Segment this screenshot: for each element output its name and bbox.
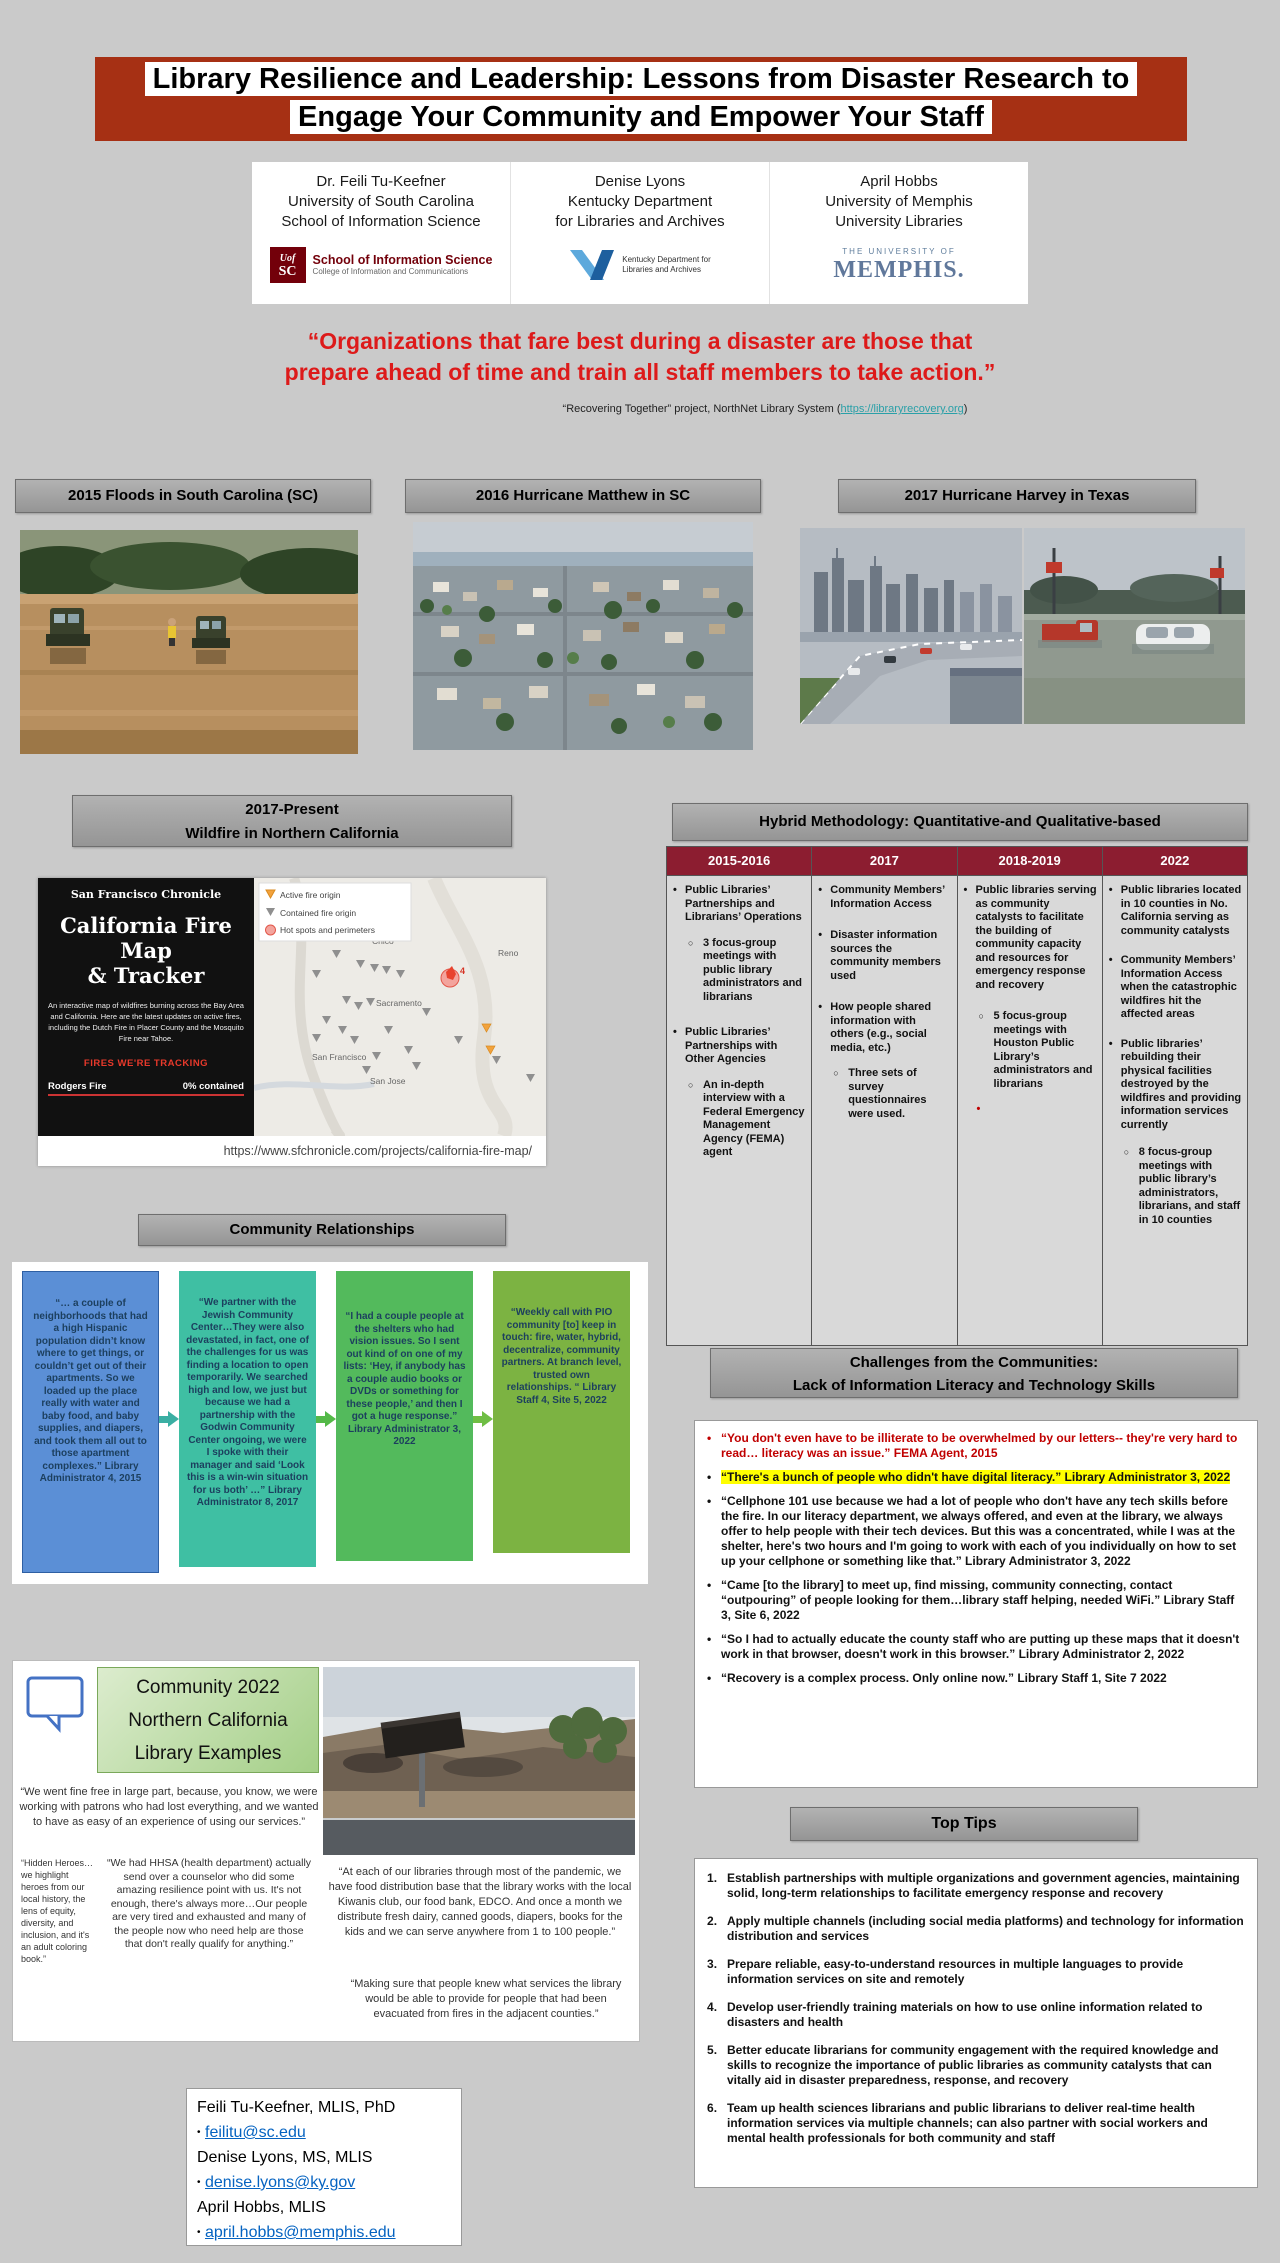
email-link-lyons[interactable]: denise.lyons@ky.gov	[205, 2174, 356, 2191]
harvey-flood-photo	[1024, 528, 1245, 724]
challenges-quotes-panel	[694, 1420, 1258, 1788]
harvey-flood-photo-image	[1024, 528, 1245, 724]
tip-item-2: Apply multiple channels (including social media platforms) and technology for information distribution and services	[727, 1914, 1244, 1943]
author-name: Denise Lyons	[594, 173, 686, 190]
stray-red-bullet	[963, 1103, 1097, 1115]
methodology-col-2018-2019	[957, 847, 1102, 1345]
contact-name-tu-keefner: Feili Tu-Keefner, MLIS, PhD	[197, 2099, 396, 2116]
community-2022-panel	[12, 1660, 640, 2042]
lead-quote-line2: prepare ahead of time and train all staff members to take action.”	[284, 359, 996, 385]
community-2022-title-line3: Library Examples	[134, 1743, 282, 1764]
header-community-relationships: Community Relationships	[138, 1214, 506, 1246]
methodology-col-header: 2022	[1103, 847, 1247, 876]
quote-evacuated-services: “Making sure that people knew what services the library would be able to provide for people that had been evacuated from fires in the adjacent counties.”	[350, 1978, 622, 2020]
header-methodology: Hybrid Methodology: Quantitative-and Qualitative-based	[672, 803, 1248, 841]
methodology-table	[666, 846, 1248, 1346]
flow-arrow-icon	[473, 1411, 493, 1427]
methodology-col-2022	[1102, 847, 1247, 1345]
kdla-logo-line1: Kentucky Department for	[622, 255, 711, 264]
kdla-logo-line2: Libraries and Archives	[622, 265, 701, 274]
kdla-chevron-icon	[569, 247, 615, 283]
fire-name: Rodgers Fire	[48, 1081, 107, 1092]
memphis-logo	[770, 242, 1028, 288]
fire-map-image	[254, 878, 546, 1136]
flow-arrow-icon	[159, 1411, 179, 1427]
methodology-col-body	[812, 876, 956, 1141]
fire-map-left-panel	[38, 878, 254, 1136]
fire-status-row[interactable]	[48, 1081, 244, 1096]
author-org: School of Information Science	[281, 213, 481, 230]
header-2017-harvey: 2017 Hurricane Harvey in Texas	[838, 479, 1196, 513]
lead-quote	[160, 326, 1120, 388]
poster-title-line1: Library Resilience and Leadership: Lessons from Disaster Research to	[145, 62, 1138, 96]
tip-item-6: Team up health sciences librarians and public librarians to deliver real-time health information services via multiple channels; can also partner with social workers and mental health professionals for both community and staff	[727, 2101, 1208, 2145]
fires-tracking-label: FIRES WE'RE TRACKING	[83, 1058, 209, 1069]
methodology-col-header: 2015-2016	[667, 847, 811, 876]
author-card-lyons	[510, 162, 769, 304]
email-link-hobbs[interactable]: april.hobbs@memphis.edu	[205, 2224, 396, 2241]
fire-map-title-line1: California Fire Map	[60, 913, 232, 963]
challenge-quote-cellphone: • “Cellphone 101 use because we had a lot of people who don't have any tech skills before the fire. In our literacy department, we always offered, and even at the library, we always offer to help people with their tech devices. But this was a concentrated, while I was at the shelter, here's two hours and I'm going to work with each of you individually on how to set up your cellphone or something like that.” Library Administrator 3, 2022	[705, 1494, 1245, 1569]
army-truck-1	[46, 608, 90, 664]
city-label-reno: Reno	[498, 948, 519, 958]
header-2015-floods: 2015 Floods in South Carolina (SC)	[15, 479, 371, 513]
usc-logo-uof: Uof	[279, 253, 296, 264]
header-wildfire-line1: 2017-Present	[245, 801, 339, 818]
lead-quote-line1: “Organizations that fare best during a disaster are those that	[307, 328, 973, 354]
worker-figure	[168, 618, 176, 646]
relationship-quote-2: “We partner with the Jewish Community Center…They were also devastated, in fact, one of the challenges for us was finding a location to open temporarily. We searched high and low, we just but because we had a partnership with the Godwin Community Center ongoing, we were I spoke with their manager and said ‘Look this is a win-win situation for us both’ …” Library Administrator 8, 2017	[179, 1271, 316, 1567]
methodology-col-2017	[811, 847, 956, 1345]
legend-contained-fire: Contained fire origin	[280, 908, 357, 918]
methodology-item: • How people shared information with others (e.g., social media, etc.)	[817, 1001, 951, 1055]
community-2022-title-line2: Northern California	[128, 1710, 288, 1731]
quote-hidden-heroes: “Hidden Heroes…we highlight heroes from our local history, the lens of equity, diversity, and inclusion, and it's an adult coloring book.”	[21, 1858, 94, 1964]
challenge-quote-digital-literacy: • “There's a bunch of people who didn't have digital literacy.” Library Administrator 3, 2022	[705, 1470, 1245, 1485]
methodology-col-body	[667, 876, 811, 1180]
tip-item-5: Better educate librarians for community engagement with the required knowledge and skills to recognize the importance of public libraries as community catalysts that can vitally aid in disaster preparedness, response, and recovery	[727, 2043, 1219, 2087]
sf-chronicle-masthead: San Francisco Chronicle	[70, 888, 222, 901]
community-2022-title-line1: Community 2022	[136, 1677, 280, 1698]
challenge-quote-fema: • “You don't even have to be illiterate to be overwhelmed by our letters-- they're very hard to read… literacy was an issue.” FEMA Agent, 2015	[705, 1431, 1245, 1461]
author-org: University Libraries	[835, 213, 963, 230]
relationship-quote-1: “… a couple of neighborhoods that had a high Hispanic population didn’t know where to get things, or couldn’t get out of their apartments. So we loaded up the place really with water and baby food, and baby supplies, and diapers, and took them all out to those apartment complexes.” Library Administrator 4, 2015	[22, 1271, 159, 1573]
hurricane-matthew-photo	[413, 522, 753, 750]
army-truck-2	[192, 616, 230, 664]
speech-bubble-icon	[25, 1675, 87, 1733]
author-card-tu-keefner	[252, 162, 510, 304]
quote-food-distribution: “At each of our libraries through most of the pandemic, we have food distribution base that the library works with the local Kiwanis club, our food bank, EDCO. And once a month we distribute fresh dairy, canned goods, diapers, books for the kids and we can serve anywhere from 1 to 100 people.”	[328, 1866, 632, 1938]
memphis-logo-pre: THE UNIVERSITY OF	[842, 247, 956, 256]
header-wildfire-line2: Wildfire in Northern California	[185, 825, 399, 842]
tip-item-3: Prepare reliable, easy-to-understand resources in multiple languages to provide information services on site and remotely	[727, 1957, 1184, 1986]
usc-logo	[252, 242, 510, 288]
author-name: Dr. Feili Tu-Keefner	[316, 173, 446, 190]
harvey-highway-photo-image	[800, 528, 1022, 724]
methodology-subitem: ○ Three sets of survey questionnaires were used.	[817, 1067, 951, 1121]
authors-panel	[252, 162, 1028, 304]
poster-title-banner	[95, 57, 1187, 141]
author-org: University of Memphis	[825, 193, 973, 210]
header-2016-matthew: 2016 Hurricane Matthew in SC	[405, 479, 761, 513]
methodology-item: • Community Members’ Information Access when the catastrophic wildfires hit the affected areas	[1108, 954, 1242, 1022]
quote-hhsa: “We had HHSA (health department) actually send over a counselor who did some amazing resilience point with us. It's not enough, there's always more…Our people are very tired and exhausted and many of the people now who need help are those that don't really qualify for anything.”	[106, 1857, 312, 1950]
methodology-subitem: ○ 8 focus-group meetings with public library’s administrators, librarians, and staff in 10 counties	[1108, 1146, 1242, 1227]
city-label-san-jose: San Jose	[370, 1076, 406, 1086]
email-link-tu-keefner[interactable]: feilitu@sc.edu	[205, 2124, 306, 2141]
contact-email-row	[197, 2220, 451, 2245]
fire-map-description: An interactive map of wildfires burning across the Bay Area and California. Here are the latest updates on active fires, including the Dutch Fire in Placer County and the Mosquito Fire near Tahoe.	[48, 1001, 244, 1043]
flood-sc-photo	[20, 530, 358, 754]
flood-sc-photo-image	[20, 530, 358, 754]
header-challenges-line1: Challenges from the Communities:	[849, 1354, 1099, 1371]
tip-item-4: Develop user-friendly training materials on how to use online information related to disasters and health	[727, 2000, 1203, 2029]
methodology-item: • Community Members’ Information Access	[817, 884, 951, 911]
header-wildfire	[72, 795, 512, 847]
contact-name-lyons: Denise Lyons, MS, MLIS	[197, 2149, 373, 2166]
burned-site-photo-image	[323, 1667, 635, 1855]
kdla-logo-text	[622, 255, 710, 275]
challenge-quote-browser: • “So I had to actually educate the county staff who are putting up these maps that it doesn't work in that browser, doesn't work in this browser.” Library Administrator 2, 2022	[705, 1632, 1245, 1662]
poster-title-row	[95, 98, 1187, 136]
flow-arrow-icon	[316, 1411, 336, 1427]
methodology-col-body	[1103, 876, 1247, 1247]
methodology-col-header: 2018-2019	[958, 847, 1102, 876]
methodology-subitem: ○ 5 focus-group meetings with Houston Public Library’s administrators and librarians	[963, 1010, 1097, 1091]
quote-attribution	[480, 403, 1050, 415]
methodology-subitem: ○ 3 focus-group meetings with public library administrators and librarians	[672, 937, 806, 1005]
methodology-item: • Public libraries located in 10 counties in No. California serving as community catalysts	[1108, 884, 1242, 938]
methodology-item: • Disaster information sources the community members used	[817, 929, 951, 983]
map-legend	[259, 883, 411, 941]
legend-hot-spots: Hot spots and perimeters	[280, 925, 375, 935]
fire-map-title	[48, 913, 244, 988]
memphis-logo-wordmark: MEMPHIS.	[833, 257, 965, 283]
author-org: University of South Carolina	[288, 193, 474, 210]
methodology-item: • Public Libraries’ Partnerships and Librarians’ Operations	[672, 884, 806, 925]
relationship-quote-4: “Weekly call with PIO community [to] keep in touch: fire, water, hybrid, decentralize, community partners. At branch level, trusted own relationships. “ Library Staff 4, Site 5, 2022	[493, 1271, 630, 1553]
harvey-highway-photo	[800, 528, 1022, 724]
kdla-logo	[511, 242, 769, 288]
header-top-tips: Top Tips	[790, 1807, 1138, 1841]
methodology-col-body	[958, 876, 1102, 1123]
burned-site-photo	[323, 1667, 635, 1855]
methodology-col-2015-2016	[667, 847, 811, 1345]
author-card-hobbs	[769, 162, 1028, 304]
libraryrecovery-link[interactable]: https://libraryrecovery.org	[840, 403, 964, 415]
poster-title-row	[95, 60, 1187, 98]
contact-email-row	[197, 2120, 451, 2145]
usc-logo-text	[313, 253, 493, 277]
usc-logo-sc: SC	[278, 264, 297, 279]
contact-panel	[186, 2088, 462, 2246]
fire-map-body	[38, 878, 546, 1136]
fire-map-title-line2: & Tracker	[87, 963, 205, 988]
contact-name-hobbs: April Hobbs, MLIS	[197, 2199, 326, 2216]
poster-title-line2: Engage Your Community and Empower Your Staff	[290, 100, 992, 134]
sfchronicle-fire-map	[38, 878, 546, 1166]
fire-containment: 0% contained	[182, 1081, 244, 1092]
relationship-quote-3: “I had a couple people at the shelters who had vision issues. So I sent out kind of on one of my lists: ‘Hey, if anybody has a couple audio books or DVDs or something for these people,’ and then I got a huge response.” Library Administrator 3, 2022	[336, 1271, 473, 1561]
top-tips-panel	[694, 1858, 1258, 2188]
usc-logo-title: School of Information Science	[312, 253, 493, 267]
usc-logo-subtitle: College of Information and Communications	[312, 267, 469, 276]
methodology-item: • Public Libraries’ Partnerships with Other Agencies	[672, 1026, 806, 1067]
red-truck	[1038, 620, 1102, 648]
header-challenges	[710, 1348, 1238, 1398]
author-name: April Hobbs	[860, 173, 938, 190]
methodology-item: • Public libraries serving as community catalysts to facilitate the building of community capacity and resources for emergency response and recovery	[963, 884, 1097, 992]
author-org: Kentucky Department	[567, 193, 713, 210]
quote-fine-free: “We went fine free in large part, because, you know, we were working with patrons who had lost everything, and we wanted to have as easy of an experience of using our services.”	[19, 1786, 319, 1828]
city-label-san-francisco: San Francisco	[312, 1052, 367, 1062]
author-org: for Libraries and Archives	[555, 213, 725, 230]
tip-item-1: Establish partnerships with multiple organizations and government agencies, maintaining solid, long-term relationships to facilitate emergency response and recovery	[727, 1871, 1240, 1900]
community-relationships-flow	[12, 1262, 648, 1584]
header-challenges-line2: Lack of Information Literacy and Technology Skills	[792, 1377, 1156, 1394]
svg-text:4: 4	[460, 966, 466, 976]
challenge-quote-recovery: • “Recovery is a complex process. Only online now.” Library Staff 1, Site 7 2022	[705, 1671, 1245, 1686]
attribution-close: )	[963, 403, 968, 415]
legend-active-fire: Active fire origin	[280, 890, 341, 900]
usc-logo-block	[270, 247, 306, 283]
community-2022-title	[97, 1667, 319, 1773]
challenge-quote-wifi: • “Came [to the library] to meet up, find missing, community connecting, contact “outpouring” of people looking for them…library staff helping, needed WiFi.” Library Staff 3, Site 6, 2022	[705, 1578, 1245, 1623]
contact-email-row	[197, 2170, 451, 2195]
attribution-text: “Recovering Together” project, NorthNet Library System (	[562, 403, 841, 415]
methodology-item: • Public libraries’ rebuilding their physical facilities destroyed by the wildfires and providing information services currently	[1108, 1038, 1242, 1133]
fire-map-canvas[interactable]	[254, 878, 546, 1136]
methodology-col-header: 2017	[812, 847, 956, 876]
fire-map-url[interactable]: https://www.sfchronicle.com/projects/california-fire-map/	[38, 1136, 546, 1166]
white-suv	[1132, 624, 1214, 654]
hurricane-matthew-photo-image	[413, 522, 753, 750]
city-label-sacramento: Sacramento	[376, 998, 422, 1008]
methodology-subitem: ○ An in-depth interview with a Federal Emergency Management Agency (FEMA) agent	[672, 1079, 806, 1160]
